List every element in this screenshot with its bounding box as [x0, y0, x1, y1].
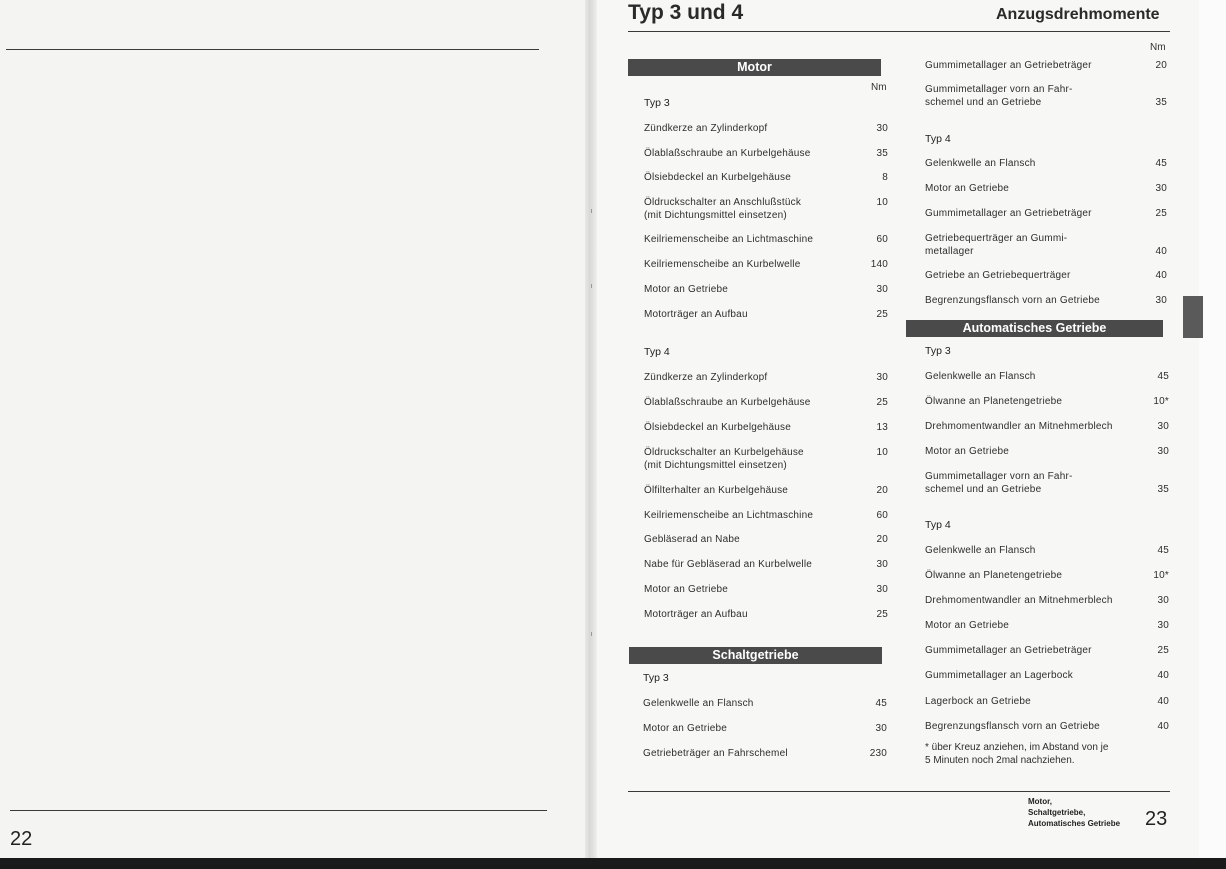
torque-label: Motorträger an Aufbau [644, 609, 748, 620]
motor-heading: Motor [628, 59, 881, 76]
torque-label: Gummimetallager vorn an Fahr- schemel und an Getriebe [925, 471, 1073, 495]
torque-value: 10* [1153, 570, 1169, 581]
torque-value: 25 [876, 309, 888, 320]
torque-label: Zündkerze an Zylinderkopf [644, 372, 768, 383]
torque-label: Ölfilterhalter an Kurbelgehäuse [644, 485, 789, 496]
torque-value: 25 [1157, 645, 1169, 656]
torque-label: Getriebe an Getriebequerträger [925, 270, 1071, 281]
left-page-number: 22 [10, 828, 33, 850]
torque-value: 20 [876, 485, 888, 496]
torque-value: 30 [1157, 595, 1169, 606]
torque-value: 30 [1155, 295, 1167, 306]
torque-label: Ölwanne an Planetengetriebe [925, 570, 1063, 581]
torque-value: 30 [876, 584, 888, 595]
left-top-rule [6, 49, 539, 50]
torque-label: Gelenkwelle an Flansch [925, 371, 1036, 382]
torque-value: 30 [876, 559, 888, 570]
scan-speck [591, 284, 592, 288]
footnote: * über Kreuz anziehen, im Abstand von je 5 Minuten noch 2mal nachziehen. [925, 742, 1109, 766]
torque-label: Drehmomentwandler an Mitnehmerblech [925, 595, 1113, 606]
unit-label: Nm [871, 82, 887, 93]
torque-value: 30 [876, 284, 888, 295]
torque-label: Drehmomentwandler an Mitnehmerblech [925, 421, 1113, 432]
section-title: Anzugsdrehmomente [996, 6, 1160, 23]
scan-speck [591, 209, 592, 213]
torque-label: Motor an Getriebe [643, 723, 727, 734]
torque-value: 40 [1157, 670, 1169, 681]
torque-label: Ölablaßschraube an Kurbelgehäuse [644, 148, 811, 159]
left-page [0, 0, 591, 858]
torque-label: Getriebeträger an Fahrschemel [643, 748, 788, 759]
torque-value: 30 [1155, 183, 1167, 194]
torque-label: Ölsiebdeckel an Kurbelgehäuse [644, 422, 792, 433]
schalt-typ4-label: Typ 4 [925, 133, 951, 145]
right-page-number: 23 [1145, 808, 1168, 830]
torque-value: 40 [1157, 721, 1169, 732]
header-rule [628, 31, 1170, 32]
motor-typ4-label: Typ 4 [644, 346, 670, 358]
torque-label: Gummimetallager an Getriebeträger [925, 60, 1092, 71]
torque-value: 10 [876, 447, 888, 458]
torque-label: Getriebequerträger an Gummi- metallager [925, 233, 1068, 257]
torque-value: 45 [1157, 371, 1169, 382]
torque-label: Ölablaßschraube an Kurbelgehäuse [644, 397, 811, 408]
torque-value: 10* [1153, 396, 1169, 407]
torque-value: 25 [1155, 208, 1167, 219]
torque-value: 60 [876, 510, 888, 521]
torque-label: Motorträger an Aufbau [644, 309, 748, 320]
torque-value: 45 [1155, 158, 1167, 169]
torque-value: 13 [876, 422, 888, 433]
torque-label: Gelenkwelle an Flansch [925, 158, 1036, 169]
torque-label: Lagerbock an Getriebe [925, 696, 1031, 707]
torque-label: Gummimetallager an Getriebeträger [925, 645, 1092, 656]
torque-label: Öldruckschalter an Kurbelgehäuse (mit Dichtungsmittel einsetzen) [644, 447, 804, 471]
torque-value: 30 [1157, 421, 1169, 432]
torque-value: 30 [876, 372, 888, 383]
unit-label-right: Nm [1150, 42, 1166, 53]
schaltgetriebe-heading: Schaltgetriebe [629, 647, 882, 664]
footer-section-list: Motor, Schaltgetriebe, Automatisches Getriebe [1028, 797, 1121, 828]
torque-value: 40 [1157, 696, 1169, 707]
torque-value: 40 [1155, 246, 1167, 257]
torque-label: Motor an Getriebe [644, 584, 728, 595]
motor-typ3-label: Typ 3 [644, 97, 670, 109]
torque-value: 25 [876, 397, 888, 408]
torque-value: 60 [876, 234, 888, 245]
torque-label: Gummimetallager an Lagerbock [925, 670, 1073, 681]
torque-label: Begrenzungsflansch vorn an Getriebe [925, 721, 1100, 732]
torque-label: Ölsiebdeckel an Kurbelgehäuse [644, 172, 792, 183]
torque-value: 40 [1155, 270, 1167, 281]
torque-label: Gummimetallager vorn an Fahr- schemel und an Getriebe [925, 84, 1073, 108]
left-bottom-rule [10, 810, 547, 811]
torque-value: 30 [1157, 620, 1169, 631]
torque-label: Keilriemenscheibe an Lichtmaschine [644, 234, 814, 245]
torque-value: 30 [1157, 446, 1169, 457]
torque-label: Keilriemenscheibe an Kurbelwelle [644, 259, 801, 270]
torque-label: Motor an Getriebe [925, 183, 1009, 194]
torque-label: Ölwanne an Planetengetriebe [925, 396, 1063, 407]
torque-label: Keilriemenscheibe an Lichtmaschine [644, 510, 814, 521]
torque-label: Begrenzungsflansch vorn an Getriebe [925, 295, 1100, 306]
torque-label: Zündkerze an Zylinderkopf [644, 123, 768, 134]
footer-rule [628, 791, 1170, 792]
torque-value: 20 [1155, 60, 1167, 71]
auto-typ3-label: Typ 3 [925, 345, 951, 357]
torque-label: Nabe für Gebläserad an Kurbelwelle [644, 559, 813, 570]
torque-value: 25 [876, 609, 888, 620]
page-title: Typ 3 und 4 [628, 1, 744, 24]
torque-label: Motor an Getriebe [644, 284, 728, 295]
torque-value: 30 [875, 723, 887, 734]
torque-value: 35 [876, 148, 888, 159]
torque-label: Motor an Getriebe [925, 446, 1009, 457]
torque-value: 10 [876, 197, 888, 208]
auto-typ4-label: Typ 4 [925, 519, 951, 531]
torque-label: Gelenkwelle an Flansch [925, 545, 1036, 556]
torque-label: Motor an Getriebe [925, 620, 1009, 631]
book-gutter [585, 0, 597, 858]
scan-speck [591, 632, 592, 636]
page-edge [1199, 0, 1226, 858]
torque-label: Gummimetallager an Getriebeträger [925, 208, 1092, 219]
torque-label: Gebläserad an Nabe [644, 534, 740, 545]
torque-label: Gelenkwelle an Flansch [643, 698, 754, 709]
torque-value: 8 [882, 172, 888, 183]
torque-value: 30 [876, 123, 888, 134]
torque-value: 45 [1157, 545, 1169, 556]
torque-value: 20 [876, 534, 888, 545]
automatik-heading: Automatisches Getriebe [906, 320, 1163, 337]
thumb-index-tab [1183, 296, 1203, 338]
torque-value: 230 [869, 748, 887, 759]
torque-value: 35 [1155, 97, 1167, 108]
schalt-typ3-label: Typ 3 [643, 672, 669, 684]
torque-value: 140 [870, 259, 888, 270]
torque-label: Öldruckschalter an Anschlußstück (mit Dichtungsmittel einsetzen) [644, 197, 802, 221]
torque-value: 35 [1157, 484, 1169, 495]
torque-value: 45 [875, 698, 887, 709]
